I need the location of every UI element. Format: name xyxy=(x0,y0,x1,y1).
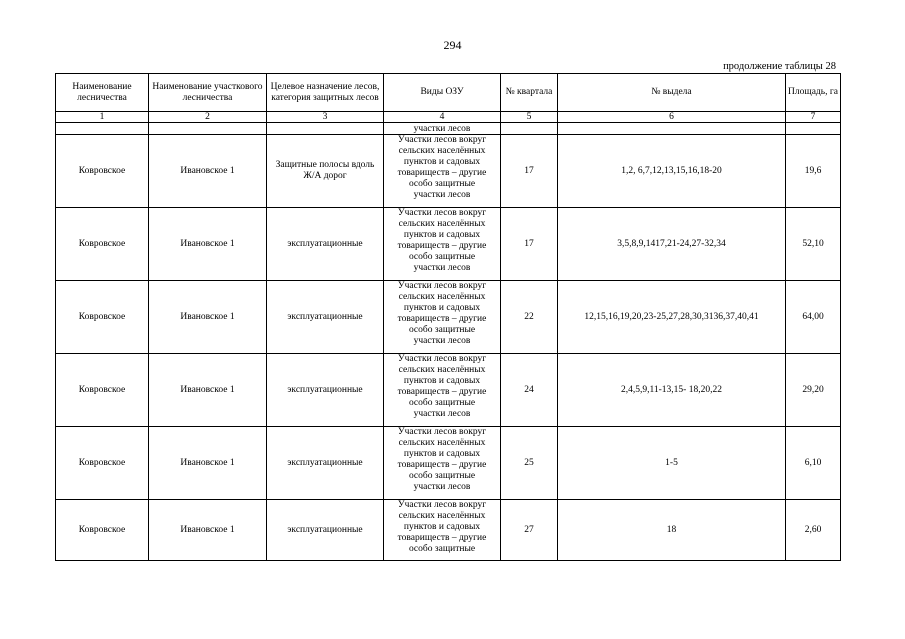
cell-purpose: Защитные полосы вдоль Ж/А дорог xyxy=(267,135,384,208)
cell-district: Ивановское 1 xyxy=(149,281,267,354)
ozu-text: Участки лесов вокруг сельских населённых пунктов и садовых товариществ – другие особо защитные участки лесов xyxy=(397,208,487,273)
empty-cell xyxy=(786,123,841,135)
page-number: 294 xyxy=(443,38,462,52)
cell-forestry: Ковровское xyxy=(56,354,149,427)
cell-forestry: Ковровское xyxy=(56,281,149,354)
cell-purpose: эксплуатационные xyxy=(267,500,384,561)
cell-ozu xyxy=(384,281,501,354)
cell-ozu xyxy=(384,354,501,427)
table-continuation-label: продолжение таблицы 28 xyxy=(723,61,836,72)
header-row xyxy=(56,74,841,112)
cell-quarter: 27 xyxy=(501,500,558,561)
column-number: 3 xyxy=(267,112,384,123)
cell-district: Ивановское 1 xyxy=(149,500,267,561)
cell-quarter: 24 xyxy=(501,354,558,427)
table-row xyxy=(56,135,841,208)
empty-cell xyxy=(267,123,384,135)
header-purpose: Целевое назначение лесов, категория защитных лесов xyxy=(267,74,384,112)
cell-district: Ивановское 1 xyxy=(149,427,267,500)
cell-ozu xyxy=(384,135,501,208)
cell-plots: 1,2, 6,7,12,13,15,16,18-20 xyxy=(558,135,786,208)
cell-forestry: Ковровское xyxy=(56,500,149,561)
cell-purpose: эксплуатационные xyxy=(267,354,384,427)
header-quarter: № квартала xyxy=(501,74,558,112)
cell-forestry: Ковровское xyxy=(56,208,149,281)
ozu-text: Участки лесов вокруг сельских населённых пунктов и садовых товариществ – другие особо защитные участки лесов xyxy=(397,427,487,492)
cell-purpose: эксплуатационные xyxy=(267,208,384,281)
cell-purpose: эксплуатационные xyxy=(267,427,384,500)
cell-plots: 1-5 xyxy=(558,427,786,500)
cell-area: 19,6 xyxy=(786,135,841,208)
ozu-text: Участки лесов вокруг сельских населённых пунктов и садовых товариществ – другие особо защитные участки лесов xyxy=(397,135,487,200)
header-forestry: Наименование лесничества xyxy=(56,74,149,112)
cell-ozu xyxy=(384,208,501,281)
ozu-table xyxy=(55,73,841,561)
header-area: Площадь, га xyxy=(786,74,841,112)
empty-cell xyxy=(56,123,149,135)
cell-plots: 2,4,5,9,11-13,15- 18,20,22 xyxy=(558,354,786,427)
cell-ozu xyxy=(384,500,501,561)
cell-ozu xyxy=(384,427,501,500)
cell-plots: 3,5,8,9,1417,21-24,27-32,34 xyxy=(558,208,786,281)
cell-quarter: 22 xyxy=(501,281,558,354)
table-row xyxy=(56,281,841,354)
ozu-text: Участки лесов вокруг сельских населённых пунктов и садовых товариществ – другие особо защитные участки лесов xyxy=(397,354,487,419)
column-number: 4 xyxy=(384,112,501,123)
cell-area: 29,20 xyxy=(786,354,841,427)
carryover-row xyxy=(56,123,841,135)
empty-cell xyxy=(501,123,558,135)
cell-quarter: 17 xyxy=(501,135,558,208)
column-number-row xyxy=(56,112,841,123)
ozu-text: Участки лесов вокруг сельских населённых пунктов и садовых товариществ – другие особо защитные участки лесов xyxy=(397,281,487,346)
cell-plots: 18 xyxy=(558,500,786,561)
cell-district: Ивановское 1 xyxy=(149,208,267,281)
header-plots: № выдела xyxy=(558,74,786,112)
column-number: 7 xyxy=(786,112,841,123)
cell-forestry: Ковровское xyxy=(56,135,149,208)
table-row xyxy=(56,500,841,561)
cell-quarter: 25 xyxy=(501,427,558,500)
cell-forestry: Ковровское xyxy=(56,427,149,500)
cell-area: 2,60 xyxy=(786,500,841,561)
cell-district: Ивановское 1 xyxy=(149,135,267,208)
column-number: 5 xyxy=(501,112,558,123)
table-row xyxy=(56,354,841,427)
table-row xyxy=(56,208,841,281)
column-number: 1 xyxy=(56,112,149,123)
cell-area: 64,00 xyxy=(786,281,841,354)
empty-cell xyxy=(558,123,786,135)
header-district: Наименование участкового лесничества xyxy=(149,74,267,112)
empty-cell xyxy=(149,123,267,135)
cell-area: 6,10 xyxy=(786,427,841,500)
cell-area: 52,10 xyxy=(786,208,841,281)
cell-purpose: эксплуатационные xyxy=(267,281,384,354)
ozu-text: Участки лесов вокруг сельских населённых пунктов и садовых товариществ – другие особо защитные xyxy=(397,500,487,554)
header-ozu: Виды ОЗУ xyxy=(384,74,501,112)
cell-plots: 12,15,16,19,20,23-25,27,28,30,3136,37,40,41 xyxy=(558,281,786,354)
table-row xyxy=(56,427,841,500)
column-number: 2 xyxy=(149,112,267,123)
column-number: 6 xyxy=(558,112,786,123)
cell-district: Ивановское 1 xyxy=(149,354,267,427)
cell-quarter: 17 xyxy=(501,208,558,281)
carryover-text: участки лесов xyxy=(384,123,501,135)
